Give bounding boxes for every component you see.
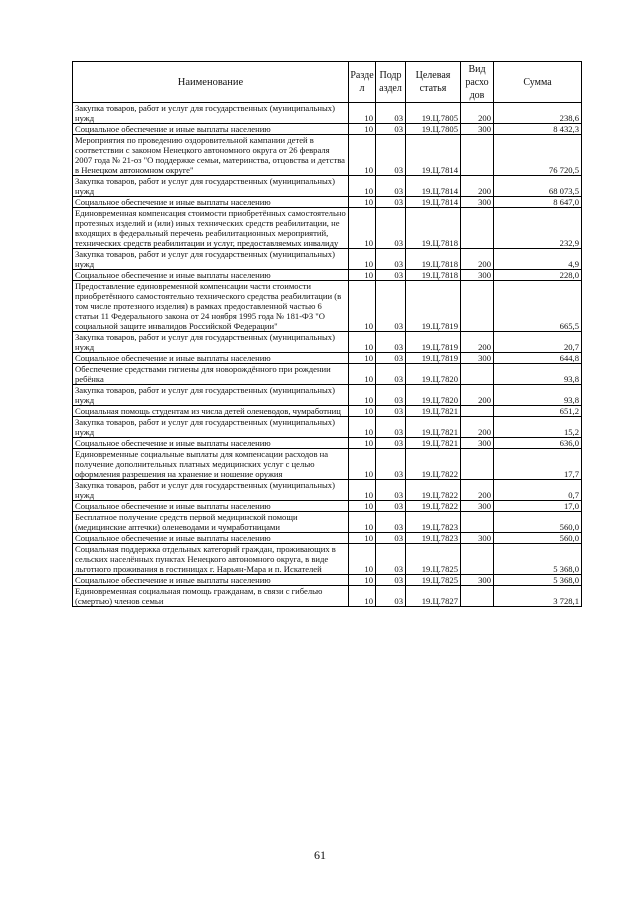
cell-type: 200 [461,176,494,197]
table-row [73,512,582,533]
cell-type: 200 [461,385,494,406]
table-row [73,270,582,281]
cell-subsection: 03 [376,124,406,135]
table-row [73,480,582,501]
table-row [73,575,582,586]
cell-section: 10 [349,364,376,385]
cell-sum: 8 647,0 [494,197,582,208]
cell-sum: 93,8 [494,385,582,406]
budget-table [72,61,582,607]
cell-target: 19.Ц.7819 [406,281,461,332]
table-row [73,249,582,270]
cell-target: 19.Ц.7814 [406,176,461,197]
cell-name: Мероприятия по проведению оздоровительной кампании детей в соответствии с законом Ненецкого автономного округа от 26 февраля 2007 года № 21-оз "О поддержке семьи, материнства, отцовства и детства в Ненецком автономном округе" [73,135,349,176]
cell-section: 10 [349,449,376,480]
cell-subsection: 03 [376,197,406,208]
cell-type: 300 [461,197,494,208]
cell-type [461,586,494,607]
cell-sum: 644,8 [494,353,582,364]
cell-type [461,364,494,385]
cell-target: 19.Ц.7818 [406,270,461,281]
cell-subsection: 03 [376,353,406,364]
cell-section: 10 [349,332,376,353]
cell-subsection: 03 [376,249,406,270]
cell-section: 10 [349,135,376,176]
cell-sum: 232,9 [494,208,582,249]
table-row [73,544,582,575]
cell-target: 19.Ц.7825 [406,544,461,575]
cell-sum: 651,2 [494,406,582,417]
header-type: Вид расхо дов [461,62,494,103]
cell-type [461,449,494,480]
cell-type: 300 [461,501,494,512]
cell-subsection: 03 [376,332,406,353]
cell-target: 19.Ц.7818 [406,249,461,270]
table-body [73,103,582,607]
cell-subsection: 03 [376,533,406,544]
cell-section: 10 [349,586,376,607]
cell-name: Бесплатное получение средств первой медицинской помощи (медицинские аптечки) оленеводами и чумработницами [73,512,349,533]
cell-name: Социальное обеспечение и иные выплаты населению [73,124,349,135]
cell-target: 19.Ц.7821 [406,438,461,449]
cell-target: 19.Ц.7820 [406,385,461,406]
table-row [73,208,582,249]
cell-type: 200 [461,417,494,438]
cell-type [461,135,494,176]
cell-name: Социальное обеспечение и иные выплаты населению [73,438,349,449]
cell-subsection: 03 [376,438,406,449]
cell-sum: 5 368,0 [494,575,582,586]
cell-name: Закупка товаров, работ и услуг для государственных (муниципальных) нужд [73,385,349,406]
cell-name: Закупка товаров, работ и услуг для государственных (муниципальных) нужд [73,480,349,501]
table-row [73,103,582,124]
cell-target: 19.Ц.7822 [406,480,461,501]
cell-target: 19.Ц.7814 [406,197,461,208]
cell-subsection: 03 [376,480,406,501]
cell-section: 10 [349,281,376,332]
cell-subsection: 03 [376,544,406,575]
table-row [73,501,582,512]
table-row [73,332,582,353]
cell-subsection: 03 [376,575,406,586]
cell-type: 300 [461,270,494,281]
cell-subsection: 03 [376,364,406,385]
cell-target: 19.Ц.7827 [406,586,461,607]
table-row [73,406,582,417]
cell-sum: 0,7 [494,480,582,501]
header-section: Разде л [349,62,376,103]
cell-section: 10 [349,438,376,449]
cell-sum: 560,0 [494,512,582,533]
cell-type [461,544,494,575]
table-row [73,176,582,197]
cell-name: Единовременная компенсация стоимости приобретённых самостоятельно протезных изделий и (или) иных технических средств реабилитации, не входящих в федеральный перечень реабилитационных мероприятий, технических средств реабилитации и услуг, предоставляемых инвалиду [73,208,349,249]
cell-sum: 15,2 [494,417,582,438]
cell-subsection: 03 [376,512,406,533]
cell-section: 10 [349,480,376,501]
page-number: 61 [314,848,326,862]
cell-section: 10 [349,385,376,406]
cell-sum: 5 368,0 [494,544,582,575]
header-row [73,62,582,103]
cell-target: 19.Ц.7819 [406,332,461,353]
cell-name: Закупка товаров, работ и услуг для государственных (муниципальных) нужд [73,176,349,197]
cell-sum: 3 728,1 [494,586,582,607]
cell-type: 200 [461,103,494,124]
cell-name: Обеспечение средствами гигиены для новорождённого при рождении ребёнка [73,364,349,385]
cell-name: Закупка товаров, работ и услуг для государственных (муниципальных) нужд [73,249,349,270]
cell-section: 10 [349,501,376,512]
cell-type: 300 [461,353,494,364]
cell-section: 10 [349,512,376,533]
cell-subsection: 03 [376,176,406,197]
cell-target: 19.Ц.7819 [406,353,461,364]
cell-type: 200 [461,332,494,353]
table-row [73,533,582,544]
cell-section: 10 [349,249,376,270]
cell-section: 10 [349,197,376,208]
cell-target: 19.Ц.7822 [406,501,461,512]
cell-name: Единовременная социальная помощь гражданам, в связи с гибелью (смертью) членов семьи [73,586,349,607]
table-row [73,124,582,135]
cell-subsection: 03 [376,135,406,176]
cell-subsection: 03 [376,270,406,281]
cell-sum: 76 720,5 [494,135,582,176]
cell-target: 19.Ц.7805 [406,124,461,135]
cell-target: 19.Ц.7805 [406,103,461,124]
cell-name: Социальная поддержка отдельных категорий граждан, проживающих в сельских населённых пунктах Ненецкого автономного округа, в виде льготного проживания в гостиницах г. Нарьян-Мара и п. Искателей [73,544,349,575]
cell-section: 10 [349,270,376,281]
cell-target: 19.Ц.7818 [406,208,461,249]
cell-sum: 68 073,5 [494,176,582,197]
cell-sum: 228,0 [494,270,582,281]
cell-target: 19.Ц.7822 [406,449,461,480]
cell-target: 19.Ц.7825 [406,575,461,586]
cell-section: 10 [349,544,376,575]
cell-section: 10 [349,533,376,544]
cell-type [461,406,494,417]
cell-target: 19.Ц.7821 [406,406,461,417]
cell-type: 300 [461,438,494,449]
cell-name: Закупка товаров, работ и услуг для государственных (муниципальных) нужд [73,332,349,353]
table-row [73,438,582,449]
cell-sum: 560,0 [494,533,582,544]
cell-name: Социальное обеспечение и иные выплаты населению [73,501,349,512]
table-row [73,385,582,406]
cell-type: 300 [461,533,494,544]
cell-type [461,512,494,533]
cell-sum: 93,8 [494,364,582,385]
cell-section: 10 [349,176,376,197]
cell-subsection: 03 [376,103,406,124]
cell-target: 19.Ц.7823 [406,512,461,533]
cell-type: 300 [461,575,494,586]
cell-subsection: 03 [376,417,406,438]
cell-type [461,208,494,249]
header-subsection: Подр аздел [376,62,406,103]
cell-sum: 4,9 [494,249,582,270]
cell-name: Социальная помощь студентам из числа детей оленеводов, чумработниц [73,406,349,417]
cell-type: 200 [461,249,494,270]
cell-section: 10 [349,124,376,135]
cell-section: 10 [349,353,376,364]
table-row [73,281,582,332]
table-row [73,353,582,364]
cell-type: 200 [461,480,494,501]
cell-sum: 636,0 [494,438,582,449]
table-row [73,197,582,208]
table-row [73,586,582,607]
cell-target: 19.Ц.7820 [406,364,461,385]
cell-sum: 17,0 [494,501,582,512]
cell-name: Социальное обеспечение и иные выплаты населению [73,270,349,281]
cell-sum: 8 432,3 [494,124,582,135]
cell-target: 19.Ц.7823 [406,533,461,544]
header-target: Целевая статья [406,62,461,103]
table-row [73,364,582,385]
cell-subsection: 03 [376,449,406,480]
cell-section: 10 [349,208,376,249]
cell-section: 10 [349,575,376,586]
cell-subsection: 03 [376,385,406,406]
cell-name: Закупка товаров, работ и услуг для государственных (муниципальных) нужд [73,103,349,124]
cell-sum: 665,5 [494,281,582,332]
cell-target: 19.Ц.7821 [406,417,461,438]
cell-sum: 20,7 [494,332,582,353]
cell-subsection: 03 [376,586,406,607]
cell-subsection: 03 [376,281,406,332]
cell-target: 19.Ц.7814 [406,135,461,176]
cell-name: Закупка товаров, работ и услуг для государственных (муниципальных) нужд [73,417,349,438]
cell-sum: 17,7 [494,449,582,480]
cell-name: Предоставление единовременной компенсации части стоимости приобретённого самостоятельно технического средства реабилитации (в том числе протезного изделия) в рамках предоставленной частью 6 статьи 11 Федерального закона от 24 ноября 1995 года № 181-ФЗ "О социальной защите инвалидов Российской Федерации" [73,281,349,332]
header-name: Наименование [73,62,349,103]
cell-type: 300 [461,124,494,135]
cell-name: Социальное обеспечение и иные выплаты населению [73,197,349,208]
cell-section: 10 [349,103,376,124]
cell-type [461,281,494,332]
cell-name: Социальное обеспечение и иные выплаты населению [73,533,349,544]
header-sum: Сумма [494,62,582,103]
cell-name: Единовременные социальные выплаты для компенсации расходов на получение дополнительных платных медицинских услуг с целью оформления разрешения на хранение и ношение оружия [73,449,349,480]
cell-subsection: 03 [376,406,406,417]
cell-name: Социальное обеспечение и иные выплаты населению [73,353,349,364]
cell-subsection: 03 [376,501,406,512]
cell-name: Социальное обеспечение и иные выплаты населению [73,575,349,586]
cell-section: 10 [349,417,376,438]
cell-subsection: 03 [376,208,406,249]
table-row [73,449,582,480]
table-row [73,417,582,438]
cell-section: 10 [349,406,376,417]
table-row [73,135,582,176]
cell-sum: 238,6 [494,103,582,124]
